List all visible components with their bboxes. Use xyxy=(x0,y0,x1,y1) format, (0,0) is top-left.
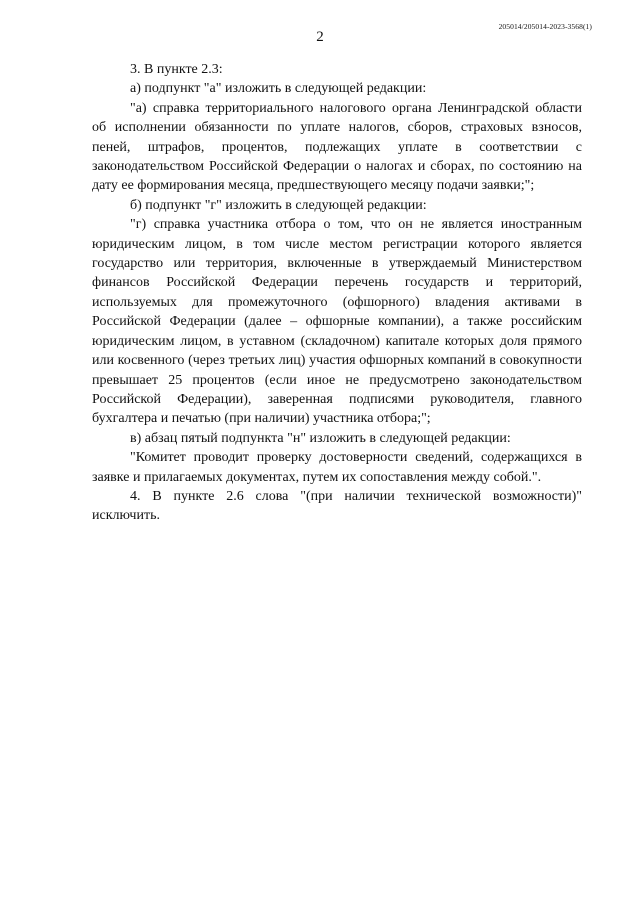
page-number: 2 xyxy=(316,29,324,45)
paragraph-quote-g: "г) справка участника отбора о том, что он не является иностранным юридическим лицом, в том числе местом регистрации которого является государство или территория, включенные в утверждаемый Министерством финансов Российской Федерации перечень государств и территорий, используемых для промежуточного (офшорного) владения активами в Российской Федерации (далее – офшорные компании), а также российским юридическим лицом, в уставном (складочном) капитале которых доля прямого или косвенного (через третьих лиц) участия офшорных компаний в совокупности превышает 25 процентов (если иное не предусмотрено законодательством Российской Федерации), заверенная подписями руководителя, главного бухгалтера и печатью (при наличии) участника отбора;"; xyxy=(92,217,582,427)
paragraph-subitem-v: в) абзац пятый подпункта "н" изложить в следующей редакции: xyxy=(130,430,511,446)
document-body xyxy=(92,60,582,526)
document-number: 205014/205014-2023-3568(1) xyxy=(498,22,592,31)
paragraph-subitem-a: а) подпункт "а" изложить в следующей редакции: xyxy=(130,81,427,97)
paragraph-quote-n: "Комитет проводит проверку достоверности сведений, содержащихся в заявке и прилагаемых документах, путем их сопоставления между собой.". xyxy=(92,450,582,485)
paragraph-subitem-b: б) подпункт "г" изложить в следующей редакции: xyxy=(130,197,427,213)
paragraph-item-3: 3. В пункте 2.3: xyxy=(130,62,223,77)
paragraph-quote-a: "а) справка территориального налогового органа Ленинградской области об исполнении обязанности по уплате налогов, сборов, страховых взносов, пеней, штрафов, процентов, подлежащих уплате в соответствии с законодательством Российской Федерации о налогах и сборах, по состоянию на дату ее формирования месяца, предшествующего месяцу подачи заявки;"; xyxy=(92,100,582,194)
paragraph-item-4: 4. В пункте 2.6 слова "(при наличии технической возможности)" исключить. xyxy=(92,488,582,524)
